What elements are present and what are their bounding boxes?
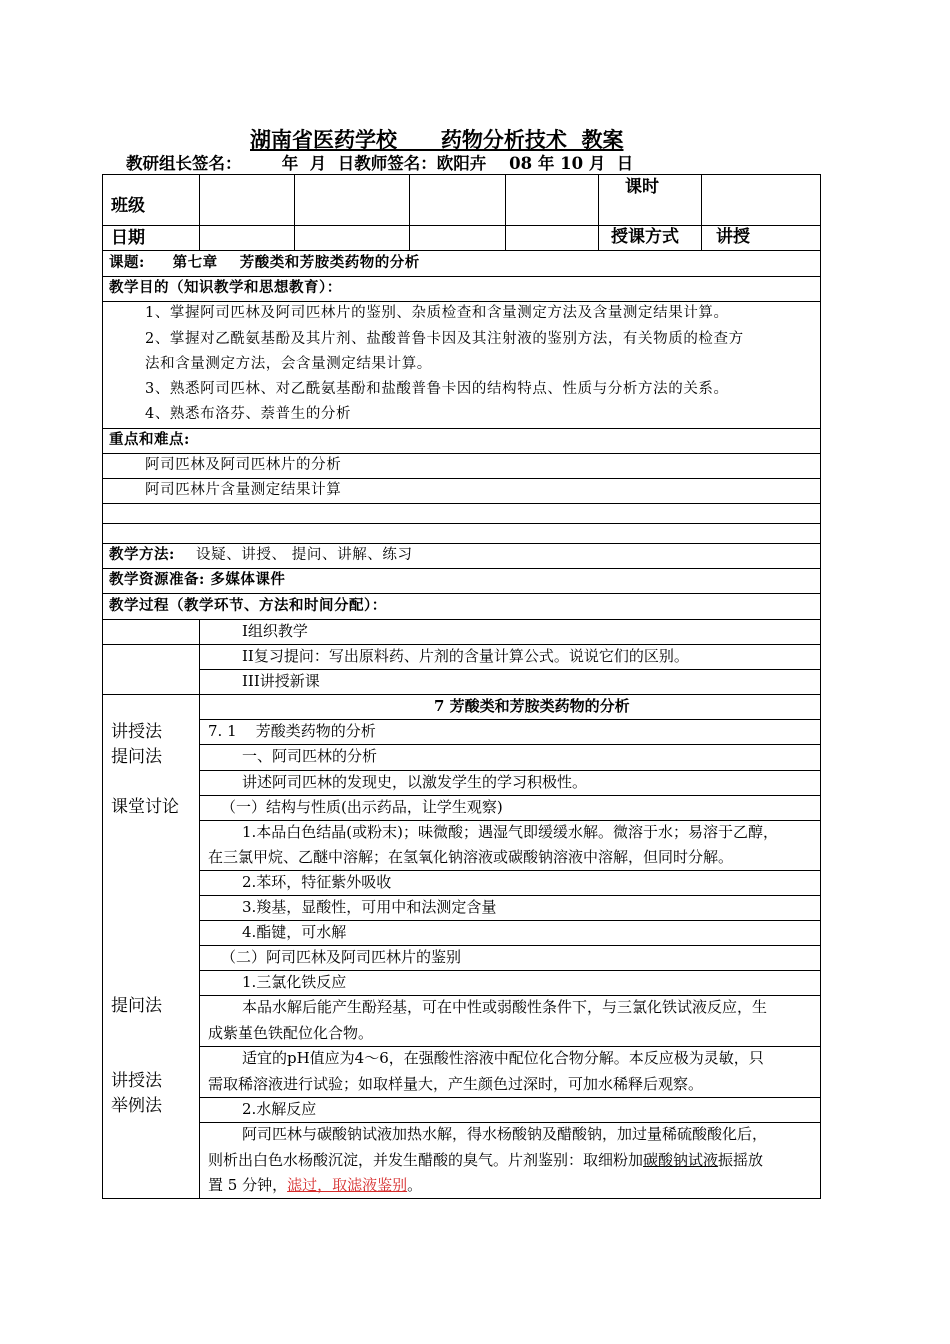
content-line: [208, 1178, 422, 1193]
class-label: 班级: [111, 196, 145, 216]
objective-item: 3、熟悉阿司匹林、对乙酰氨基酚和盐酸普鲁卡因的结构特点、性质与分析方法的关系。: [145, 381, 729, 397]
content-line: 适宜的pH值应为4～6，在强酸性溶液中配位化合物分解。本反应极为灵敏，只: [242, 1049, 764, 1067]
page-title: 湖南省医药学校 药物分析技术 教案: [250, 127, 624, 152]
resources-line: 教学资源准备: 多媒体课件: [109, 571, 286, 588]
content-line: 阿司匹林与碳酸钠试液加热水解，得水杨酸钠及醋酸钠，加过量稀硫酸酸化后，: [242, 1125, 768, 1143]
content-text: 。: [407, 1176, 423, 1194]
content-text: 振摇放: [718, 1151, 764, 1169]
content-line: 2.苯环，特征紫外吸收: [242, 873, 392, 891]
objectives-heading: 教学目的（知识教学和思想教育）：: [109, 279, 342, 296]
lesson-topic: 课题: 第七章 芳酸类和芳胺类药物的分析: [109, 254, 420, 271]
content-line: 4.酯键，可水解: [242, 923, 347, 941]
content-line: 2.水解反应: [242, 1100, 317, 1118]
content-line: 本品水解后能产生酚羟基，可在中性或弱酸性条件下，与三氯化铁试液反应，生: [242, 998, 768, 1016]
content-line: 成紫堇色铁配位化合物。: [208, 1024, 374, 1042]
content-line: 3.羧基，显酸性，可用中和法测定含量: [242, 898, 497, 916]
content-line: 1.三氯化铁反应: [242, 973, 347, 991]
process-heading: 教学过程（教学环节、方法和时间分配）：: [109, 597, 387, 614]
teaching-method-label: 教学方法:: [109, 546, 175, 563]
content-line: 需取稀溶液进行试验；如取样量大，产生颜色过深时，可加水稀释后观察。: [208, 1075, 704, 1093]
content-line: 讲述阿司匹林的发现史，以激发学生的学习积极性。: [242, 773, 588, 791]
process-step: I组织教学: [242, 622, 308, 640]
content-text: 则析出白色水杨酸沉淀，并发生醋酸的臭气。片剂鉴别：取细粉加: [208, 1151, 644, 1169]
objective-item: 2、掌握对乙酰氨基酚及其片剂、盐酸普鲁卡因及其注射液的鉴别方法，有关物质的检查方: [145, 331, 744, 347]
key-point-item: 阿司匹林及阿司匹林片的分析: [145, 457, 342, 473]
process-step: II复习提问：写出原料药、片剂的含量计算公式。说说它们的区别。: [242, 647, 689, 665]
content-text: 置 5 分钟，: [208, 1176, 288, 1194]
subsection-title: 7. 1 芳酸类药物的分析: [208, 722, 376, 740]
reagent-link: 碳酸钠试液: [643, 1151, 719, 1169]
side-method: 举例法: [111, 1096, 162, 1116]
content-heading: （一）结构与性质(出示药品，让学生观察): [221, 798, 503, 816]
side-method: 提问法: [111, 747, 162, 767]
side-method: 讲授法: [111, 722, 162, 742]
key-point-item: 阿司匹林片含量测定结果计算: [145, 482, 342, 498]
section-title: 7 芳酸类和芳胺类药物的分析: [434, 697, 630, 715]
key-points-heading: 重点和难点:: [109, 431, 190, 448]
date-label: 日期: [111, 228, 145, 248]
content-line: 在三氯甲烷、乙醚中溶解；在氢氧化钠溶液或碳酸钠溶液中溶解，但同时分解。: [208, 848, 734, 866]
content-line: [208, 1153, 763, 1168]
objective-item: 法和含量测定方法，会含量测定结果计算。: [145, 356, 432, 372]
highlighted-text: 滤过，取滤液鉴别: [287, 1176, 408, 1194]
side-method: 课堂讨论: [111, 797, 179, 817]
subsection-heading: 一、阿司匹林的分析: [242, 747, 378, 765]
signature-line: 教研组长签名： 年 月 日教师签名：欧阳卉 08 年 10 月 日: [126, 154, 634, 173]
teaching-mode-value: 讲授: [716, 227, 750, 247]
objective-item: 4、熟悉布洛芬、萘普生的分析: [145, 406, 352, 422]
side-method: 讲授法: [111, 1071, 162, 1091]
content-heading: （二）阿司匹林及阿司匹林片的鉴别: [221, 948, 462, 966]
process-step: III讲授新课: [242, 672, 320, 690]
objective-item: 1、掌握阿司匹林及阿司匹林片的鉴别、杂质检查和含量测定方法及含量测定结果计算。: [145, 305, 729, 321]
content-line: 1.本品白色结晶(或粉末)；味微酸；遇湿气即缓缓水解。微溶于水；易溶于乙醇，: [242, 823, 779, 841]
hours-label: 课时: [625, 177, 659, 197]
teaching-method-value: 设疑、讲授、 提问、讲解、练习: [196, 547, 413, 563]
side-method: 提问法: [111, 996, 162, 1016]
teaching-mode-label: 授课方式: [611, 227, 679, 247]
